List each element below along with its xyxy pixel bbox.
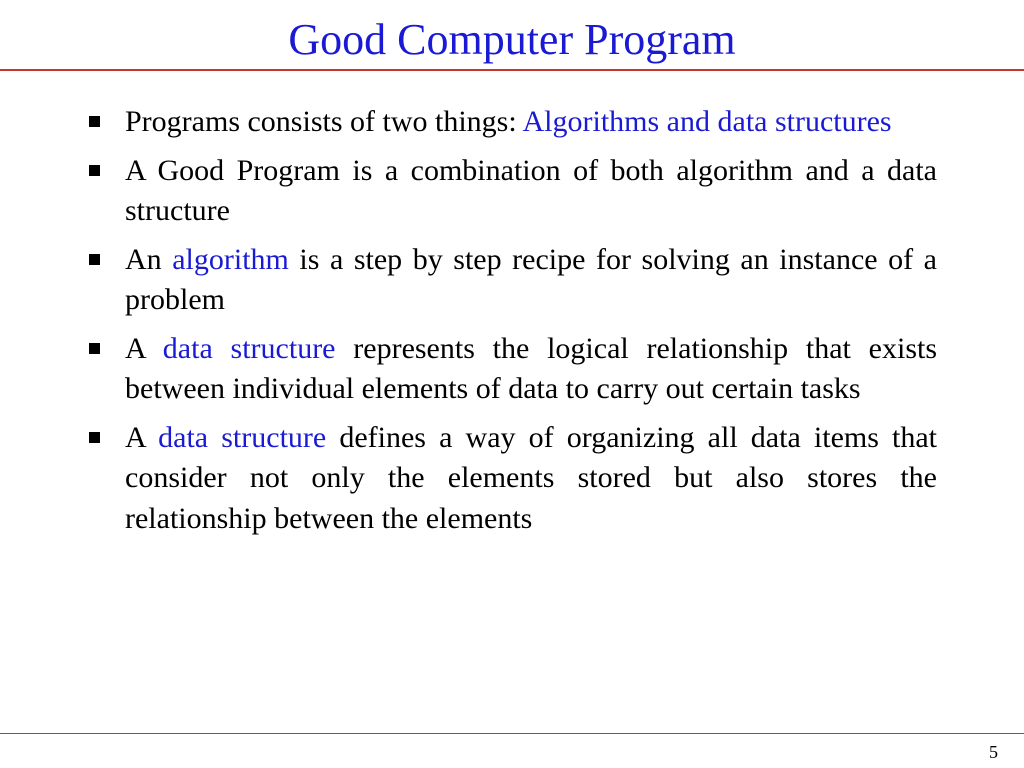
title-divider [0, 69, 1024, 71]
square-bullet-icon [89, 116, 100, 127]
square-bullet-icon [89, 165, 100, 176]
slide-title: Good Computer Program [288, 15, 736, 64]
bullet-item [85, 151, 937, 232]
footer-divider [0, 733, 1024, 734]
page-number: 5 [989, 742, 998, 762]
bullet-highlight: data structure [162, 331, 336, 365]
bullet-item [85, 329, 937, 410]
bullet-text: A [125, 420, 159, 454]
square-bullet-icon [89, 254, 100, 265]
bullet-item [85, 240, 937, 321]
bullet-text: is a step by step recipe for solving an instance of a problem [125, 242, 937, 316]
bullet-list [85, 102, 937, 547]
square-bullet-icon [89, 432, 100, 443]
bullet-highlight: Algorithms and data structures [522, 105, 892, 138]
bullet-highlight: data structure [158, 420, 327, 454]
bullet-highlight: algorithm [172, 242, 289, 276]
square-bullet-icon [89, 343, 100, 354]
bullet-text: A [125, 331, 163, 365]
bullet-text: A Good Program is a combination of both algorithm and a data structure [125, 153, 937, 227]
bullet-item [85, 102, 937, 143]
bullet-text: represents the logical relationship that exists between individual elements of data to carry out certain tasks [125, 331, 938, 405]
bullet-text: An [125, 242, 173, 276]
bullet-item [85, 418, 937, 540]
bullet-text: defines a way of organizing all data items that consider not only the elements stored but also stores the relationship between the elements [125, 420, 938, 535]
bullet-text: Programs consists of two things: [125, 105, 523, 138]
